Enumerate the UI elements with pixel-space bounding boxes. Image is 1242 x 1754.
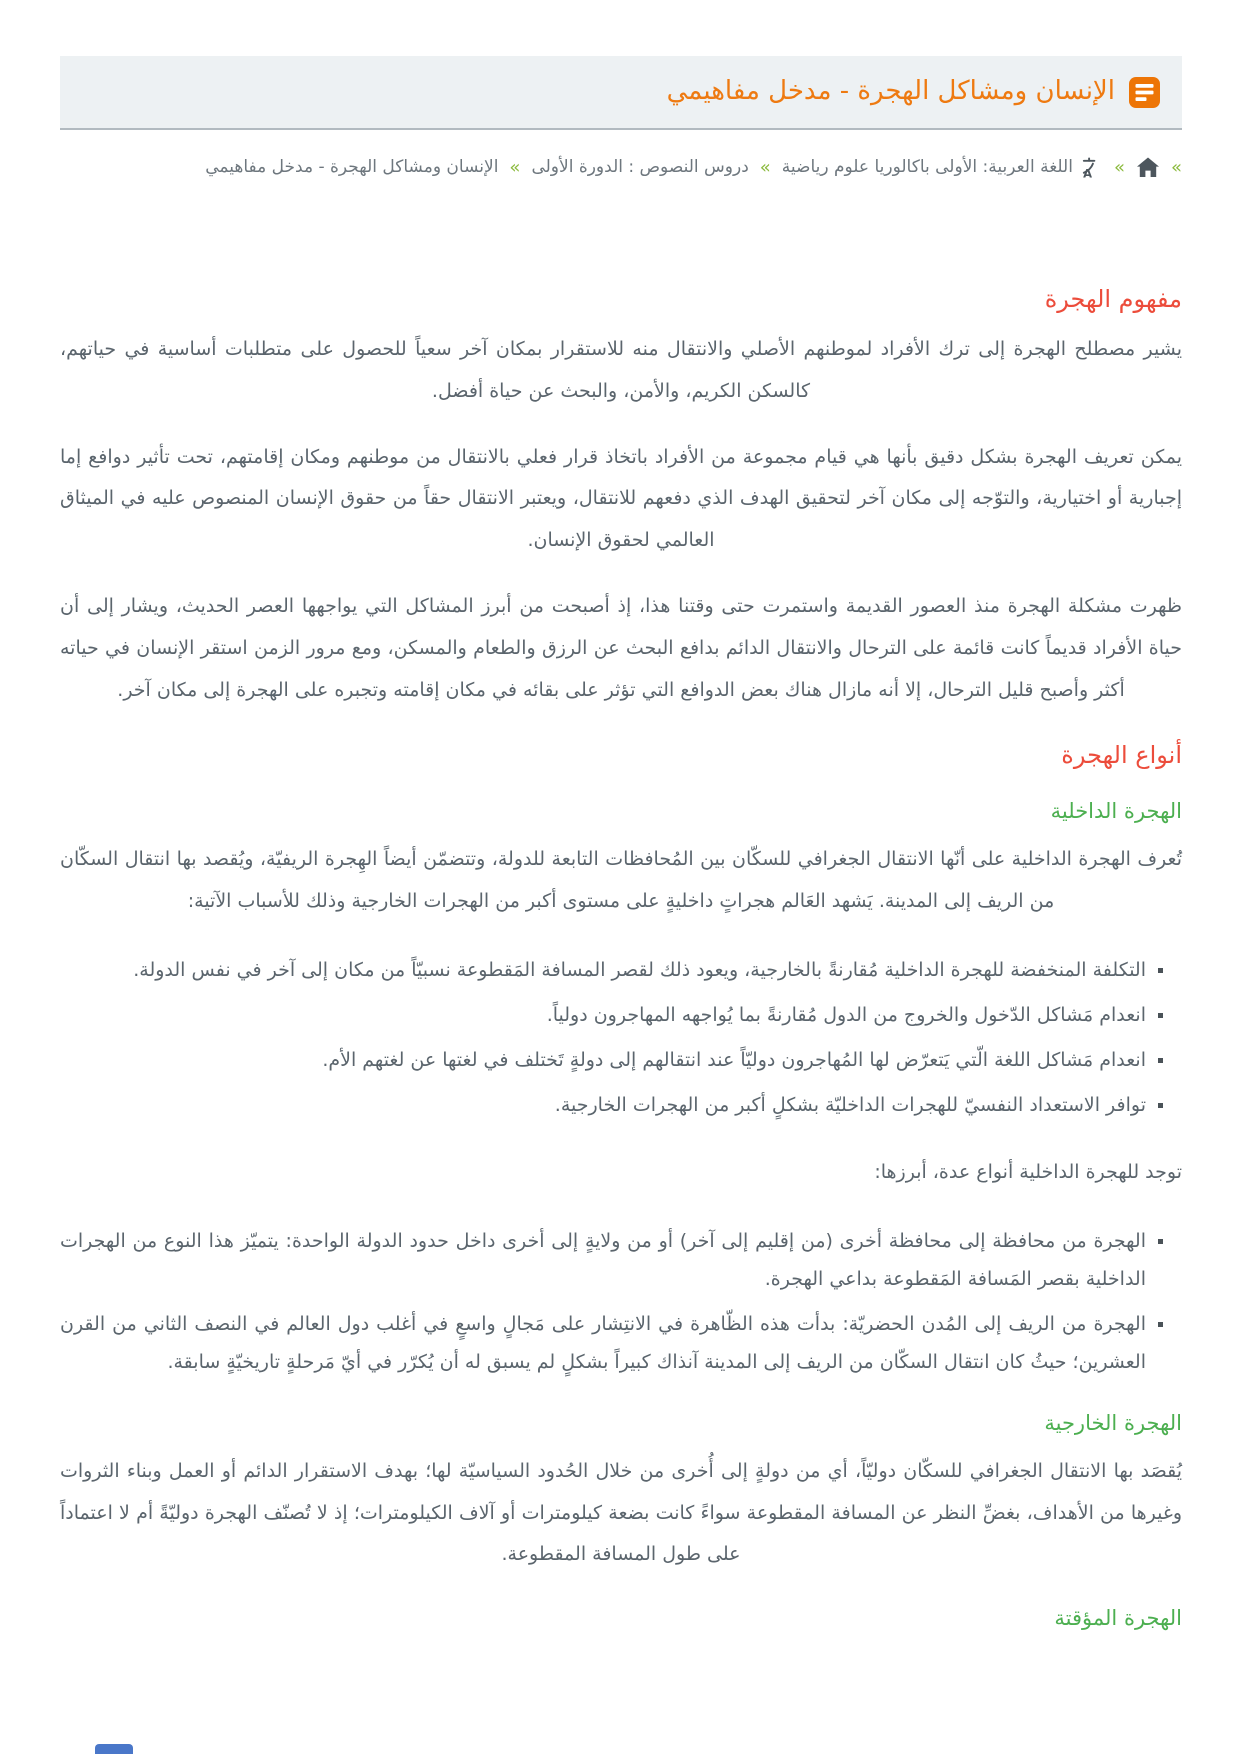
- home-icon: [1136, 157, 1160, 178]
- heading-external-migration: الهجرة الخارجية: [1044, 1410, 1182, 1435]
- document-lines-icon: [1129, 77, 1160, 108]
- paragraph-concept-3: ظهرت مشكلة الهجرة منذ العصور القديمة واستمرت حتى وقتنا هذا، إذ أصبحت من أبرز المشاكل التي يواجهها العصر الحديث، ويشار إلى أن حياة الأفراد قديماً كانت قائمة على الترحال والانتقال الدائم بدافع البحث عن الرزق والطعام والمسكن، ومع مرور الزمن استقر الإنسان في حياته أكثر وأصبح قليل الترحال، إلا أنه مازال هناك بعض الدوافع التي تؤثر على بقائه في مكان إقامته وتجبره على الهجرة إلى مكان آخر.: [60, 594, 1182, 701]
- breadcrumb-home-link[interactable]: [1136, 157, 1160, 178]
- list-item: ▪ التكلفة المنخفضة للهجرة الداخلية مُقارنةً بالخارجية، ويعود ذلك لقصر المسافة المَقطوعة نسبيّاً من مكان إلى آخر في نفس الدولة.: [60, 951, 1146, 989]
- breadcrumb-leading-separator: «: [1170, 157, 1182, 178]
- cutoff-blue-element[interactable]: [95, 1744, 133, 1754]
- lesson-header: [60, 56, 1182, 130]
- breadcrumb-separator: «: [509, 157, 521, 178]
- svg-text:A: A: [1083, 166, 1092, 179]
- heading-internal-migration: الهجرة الداخلية: [1050, 799, 1182, 824]
- paragraph-internal-kinds-intro: توجد للهجرة الداخلية أنواع عدة، أبرزها:: [874, 1160, 1182, 1183]
- breadcrumb-link-subject[interactable]: [782, 155, 1103, 181]
- breadcrumb-separator: «: [1113, 157, 1125, 178]
- breadcrumb-item-label: دروس النصوص : الدورة الأولى: [531, 156, 749, 177]
- breadcrumb-link-course[interactable]: [531, 155, 748, 181]
- page-title: الإنسان ومشاكل الهجرة - مدخل مفاهيمي: [666, 76, 1115, 107]
- paragraph-internal-intro: تُعرف الهجرة الداخلية على أنّها الانتقال الجغرافي للسكّان بين المُحافظات التابعة للدولة، وتتضمّن أيضاً الهِجرة الريفيّة، ويُقصد بها انتقال السكّان من الريف إلى المدينة. يَشهد العَالم هجراتٍ داخليةٍ على مستوى أكبر من الهجرات الخارجية وذلك للأسباب الآتية:: [60, 848, 1182, 913]
- paragraph-concept-2: يمكن تعريف الهجرة بشكل دقيق بأنها هي قيام مجموعة من الأفراد باتخاذ قرار فعلي بالانتقال من موطنهم ومكان إقامتهم، تحت تأثير دوافع إما إجبارية أو اختيارية، والتوّجه إلى مكان آخر لتحقيق الهدف الذي دفعهم للانتقال، ويعتبر الانتقال حقاً من حقوق الإنسان المنصوص عليه في الميثاق العالمي لحقوق الإنسان.: [60, 445, 1182, 552]
- internal-reasons-list: [60, 951, 1182, 1124]
- breadcrumb-item-label: اللغة العربية: الأولى باكالوريا علوم رياضية: [781, 156, 1073, 177]
- heading-types: أنواع الهجرة: [1061, 741, 1182, 770]
- paragraph-concept-1: يشير مصطلح الهجرة إلى ترك الأفراد لموطنهم الأصلي والانتقال منه للاستقرار بمكان آخر سعياً للحصول على متطلبات أساسية في حياتهم، كالسكن الكريم، والأمن، والبحث عن حياة أفضل.: [60, 338, 1182, 402]
- internal-kinds-list: [60, 1222, 1182, 1381]
- breadcrumb: [60, 154, 1182, 181]
- paragraph-external: يُقصَد بها الانتقال الجغرافي للسكّان دوليّاً، أي من دولةٍ إلى أُخرى من خلال الحُدود السياسيّة لها؛ بهدف الاستقرار الدائم أو العمل وبناء الثروات وغيرها من الأهداف، بغضِّ النظر عن المسافة المقطوعة سواءً كانت بضعة كيلومترات أو آلاف الكيلومترات؛ إذ لا تُصنّف الهجرة دوليّةً أم لا اعتماداً على طول المسافة المقطوعة.: [60, 1459, 1182, 1566]
- breadcrumb-separator: «: [759, 157, 771, 178]
- list-item: ▪ انعدام مَشاكل اللغة الّتي يَتعرّض لها المُهاجرون دوليّاً عند انتقالهم إلى دولةٍ تَختلف في لغتها عن لغتهم الأم.: [60, 1041, 1146, 1079]
- list-item: ▪ الهجرة من الريف إلى المُدن الحضريّة: بدأت هذه الظّاهرة في الانتِشار على مَجالٍ واسعٍ في أغلب دول العالم في النصف الثاني من القرن العشرين؛ حيثُ كان انتقال السكّان من الريف إلى المدينة آنذاك كبيراً بشكلٍ لم يسبق له أن يُكرّر في أيّ مَرحلةٍ تاريخيّةٍ سابقة.: [60, 1305, 1146, 1381]
- heading-concept: مفهوم الهجرة: [1044, 285, 1182, 313]
- breadcrumb-current: الإنسان ومشاكل الهجرة - مدخل مفاهيمي: [205, 156, 499, 177]
- heading-temporary-migration: الهجرة المؤقتة: [1054, 1606, 1182, 1631]
- page-container: [60, 0, 1182, 1630]
- main-content: [60, 285, 1182, 1630]
- list-item: ▪ انعدام مَشاكل الدّخول والخروج من الدول مُقارنةً بما يُواجهه المهاجرون دولياً.: [60, 996, 1146, 1034]
- translate-icon: [1080, 156, 1103, 179]
- list-item: ▪ الهجرة من محافظة إلى محافظة أخرى (من إقليم إلى آخر) أو من ولايةٍ إلى أخرى داخل حدود الدولة الواحدة: يتميّز هذا النوع من الهجرات الداخلية بقصر المَسافة المَقطوعة بداعي الهجرة.: [60, 1222, 1146, 1298]
- list-item: ▪ توافر الاستعداد النفسيّ للهجرات الداخليّة بشكلٍ أكبر من الهجرات الخارجية.: [60, 1086, 1146, 1124]
